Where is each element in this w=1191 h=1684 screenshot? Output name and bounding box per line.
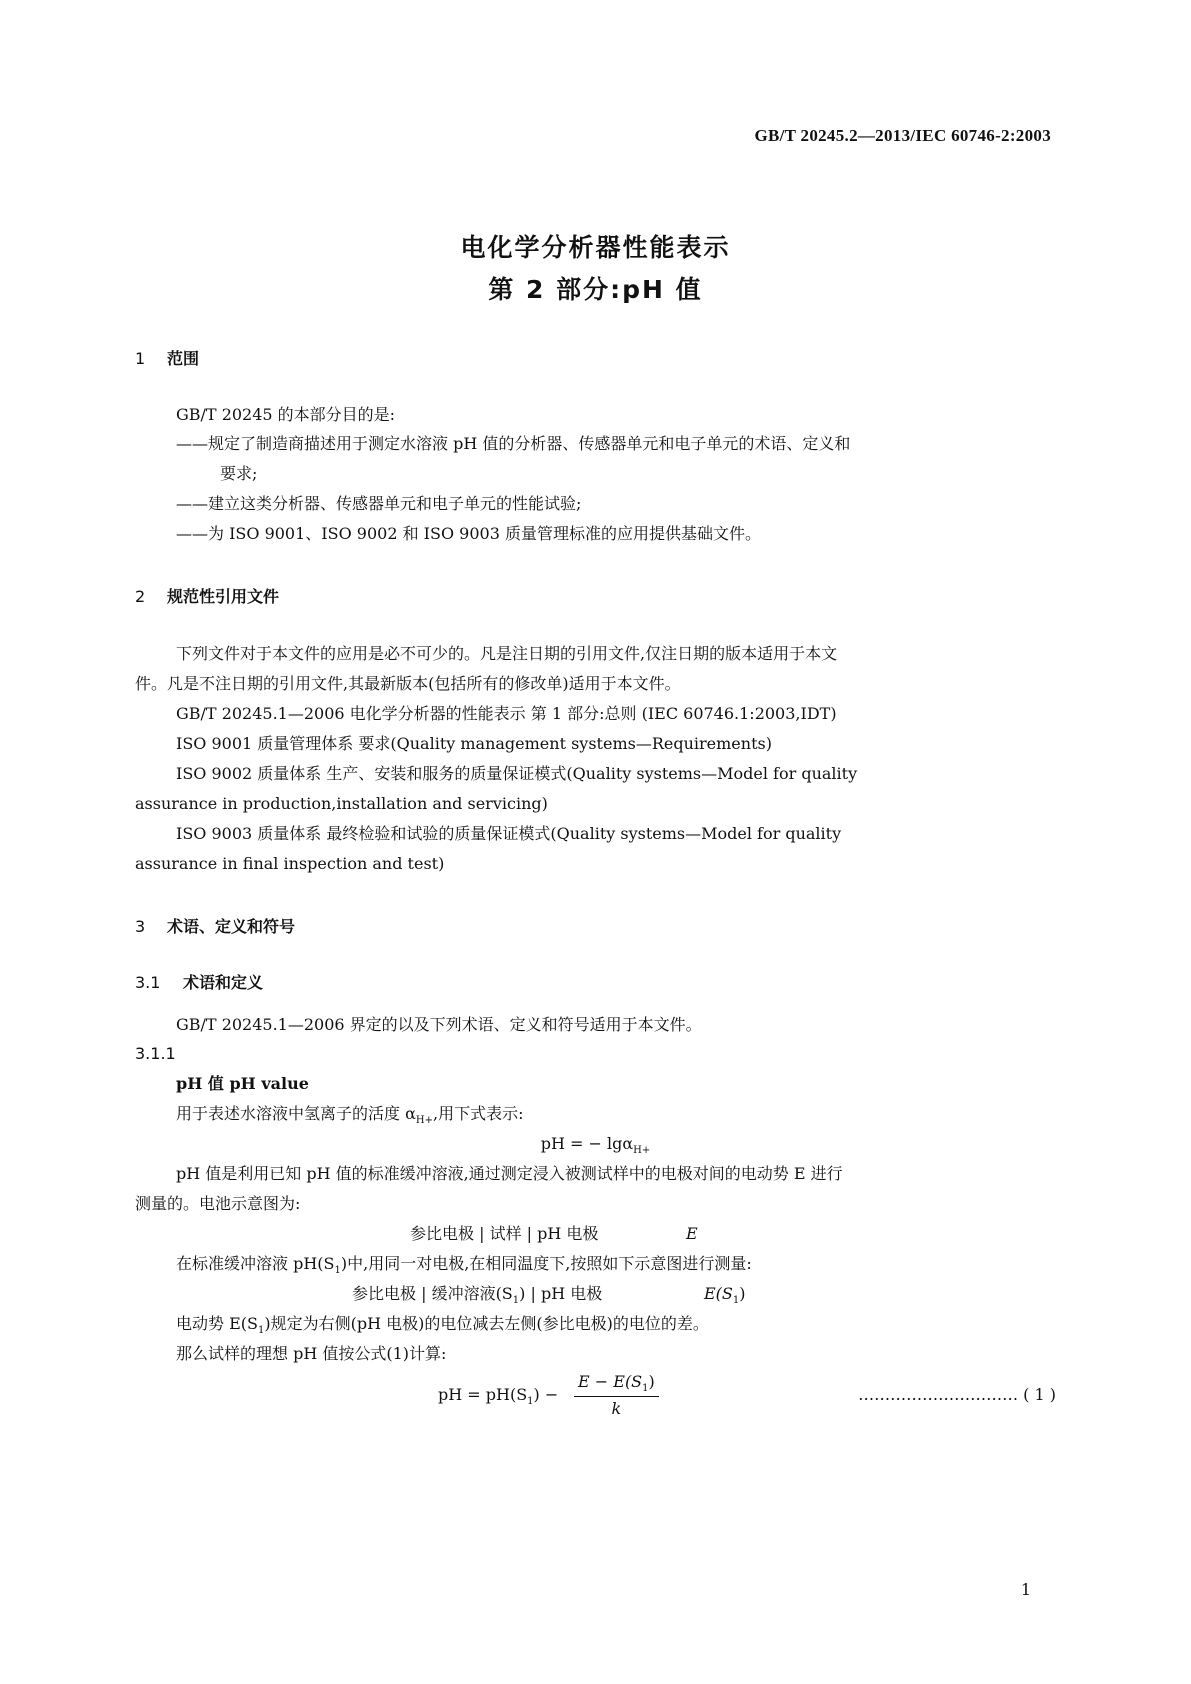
list-item: ——为 ISO 9001、ISO 9002 和 ISO 9003 质量管理标准的应用提供基础文件。 [176, 524, 761, 543]
paragraph: 在标准缓冲溶液 $pH(S_1)$中,用同一对电极,在相同温度下,按照如下示意图进行测量: [176, 1254, 752, 1277]
section-title: 术语、定义和符号 [167, 917, 296, 936]
cell-diagram-sample: 参比电极 | 试样 | pH 电极 [410, 1224, 599, 1243]
subsection-3-1-heading [135, 970, 263, 993]
section-3-heading [135, 914, 295, 937]
document-title: 电化学分析器性能表示 [460, 233, 731, 262]
paragraph: GB/T 20245 的本部分目的是: [176, 405, 396, 424]
clause-number: 3.1.1 [135, 1044, 176, 1063]
fraction-numerator: $E - E(S_1)$ [574, 1372, 659, 1397]
fraction-denominator: k [611, 1399, 622, 1419]
paragraph: GB/T 20245.1—2006 界定的以及下列术语、定义和符号适用于本文件。 [176, 1015, 702, 1034]
section-number: 2 [135, 587, 146, 606]
subsection-number: 3.1 [135, 973, 161, 992]
paragraph-continuation: 件。凡是不注日期的引用文件,其最新版本(包括所有的修改单)适用于本文件。 [135, 674, 681, 693]
term-definition: 用于表述水溶液中氢离子的活度 $\alpha_{H+}$,用下式表示: [176, 1104, 524, 1127]
list-item-continuation: 要求; [220, 464, 258, 483]
paragraph: 那么试样的理想 pH 值按公式(1)计算: [176, 1344, 447, 1363]
reference-item-continuation: assurance in production,installation and servicing) [135, 794, 548, 813]
reference-item-continuation: assurance in final inspection and test) [135, 854, 445, 873]
section-number: 3 [135, 917, 146, 936]
equation-fraction [574, 1372, 659, 1418]
subsection-title: 术语和定义 [183, 973, 264, 992]
term-name: pH 值 pH value [176, 1074, 309, 1093]
equation-number: ………………………… ( 1 ) [858, 1385, 1056, 1404]
paragraph: 电动势 $E(S_1)$规定为右侧(pH 电极)的电位减去左侧(参比电极)的电位的差。 [176, 1314, 709, 1337]
formula-ph-definition: pH = − lgα$_{H+}$ [540, 1134, 651, 1157]
section-title: 范围 [167, 349, 200, 368]
equation-lhs: pH = $pH(S_1)$ − [438, 1385, 559, 1408]
reference-item: ISO 9002 质量体系 生产、安装和服务的质量保证模式(Quality systems—Model for quality [176, 764, 858, 783]
reference-item: GB/T 20245.1—2006 电化学分析器的性能表示 第 1 部分:总则 (IEC 60746.1:2003,IDT) [176, 704, 837, 723]
reference-item: ISO 9003 质量体系 最终检验和试验的质量保证模式(Quality systems—Model for quality [176, 824, 842, 843]
reference-item: ISO 9001 质量管理体系 要求(Quality management systems—Requirements) [176, 734, 772, 753]
cell-emf-buffer-symbol: $E(S_1)$ [704, 1284, 746, 1307]
list-item: ——建立这类分析器、传感器单元和电子单元的性能试验; [176, 494, 582, 513]
document-subtitle: 第 2 部分:pH 值 [488, 275, 703, 304]
paragraph: pH 值是利用已知 pH 值的标准缓冲溶液,通过测定浸入被测试样中的电极对间的电动势 E 进行 [176, 1164, 843, 1183]
cell-emf-symbol: E [686, 1224, 698, 1243]
cell-diagram-buffer: 参比电极 | 缓冲溶液$(S_1)$ | pH 电极 [352, 1284, 603, 1307]
section-2-heading [135, 584, 279, 607]
list-item: ——规定了制造商描述用于测定水溶液 pH 值的分析器、传感器单元和电子单元的术语、定义和 [176, 434, 851, 453]
section-number: 1 [135, 349, 146, 368]
section-title: 规范性引用文件 [167, 587, 280, 606]
paragraph: 下列文件对于本文件的应用是必不可少的。凡是注日期的引用文件,仅注日期的版本适用于本文 [176, 644, 838, 663]
paragraph-continuation: 测量的。电池示意图为: [135, 1194, 301, 1213]
section-1-heading [135, 346, 199, 369]
page-number: 1 [1020, 1580, 1031, 1599]
standard-code: GB/T 20245.2—2013/IEC 60746-2:2003 [754, 126, 1051, 145]
